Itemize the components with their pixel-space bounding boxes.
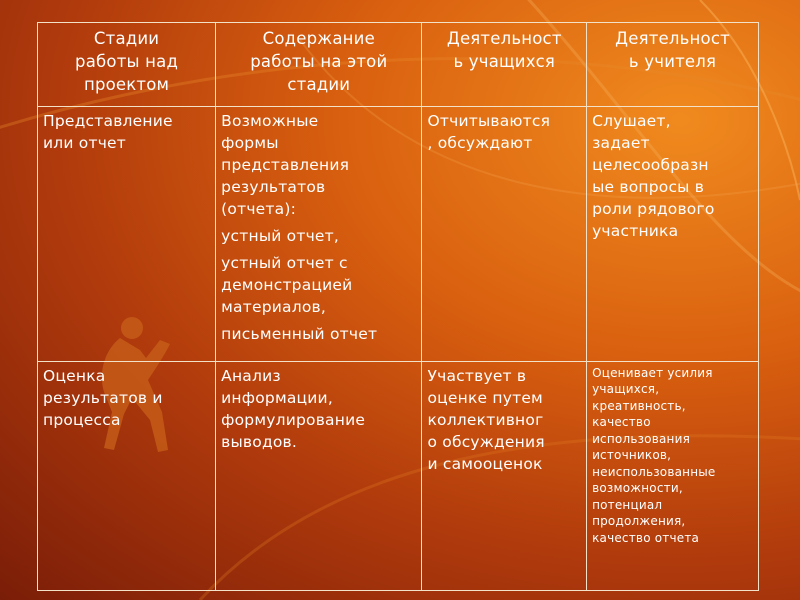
cell-line: (отчета): xyxy=(221,200,297,219)
cell-line: участника xyxy=(592,222,679,241)
cell-content xyxy=(216,361,422,590)
cell-line: о обсуждения xyxy=(427,432,545,451)
header-line: ь учащихся xyxy=(453,52,556,71)
cell-line: Слушает, xyxy=(592,112,671,131)
table-row-evaluation xyxy=(38,361,759,590)
cell-line: Участвует в xyxy=(427,366,527,385)
cell-line: качество xyxy=(592,415,651,430)
header-students-activity xyxy=(422,23,587,107)
cell-line: процесса xyxy=(43,410,121,429)
header-line: стадии xyxy=(287,75,351,94)
table-header-row xyxy=(38,23,759,107)
header-stages xyxy=(38,23,216,107)
cell-line: Отчитываются xyxy=(427,112,551,131)
cell-line: , обсуждают xyxy=(427,134,533,153)
cell-line: креативность, xyxy=(592,398,686,413)
cell-line: Представление xyxy=(43,112,173,131)
cell-line: Анализ xyxy=(221,366,281,385)
cell-line: использования xyxy=(592,431,691,446)
cell-stage xyxy=(38,107,216,361)
cell-line: потенциал xyxy=(592,497,663,512)
cell-line: источников, xyxy=(592,448,672,463)
cell-line: возможности, xyxy=(592,481,683,496)
cell-line: представления xyxy=(221,156,350,175)
cell-line: Оценивает усилия xyxy=(592,365,713,380)
project-stages-table xyxy=(37,22,759,591)
cell-line: устный отчет с xyxy=(221,254,348,273)
cell-line: результатов и xyxy=(43,388,163,407)
cell-stage xyxy=(38,361,216,590)
header-line: Стадии xyxy=(93,29,160,48)
cell-line: результатов xyxy=(221,178,326,197)
cell-line: продолжения, xyxy=(592,514,686,529)
table-row-presentation xyxy=(38,107,759,361)
cell-line: и самооценок xyxy=(427,454,543,473)
cell-line: неиспользованные xyxy=(592,464,716,479)
header-line: проектом xyxy=(83,75,170,94)
cell-line: оценке путем xyxy=(427,388,543,407)
cell-students xyxy=(422,361,587,590)
header-content xyxy=(216,23,422,107)
cell-line: или отчет xyxy=(43,134,127,153)
header-teacher-activity xyxy=(587,23,759,107)
header-line: Деятельност xyxy=(615,29,730,48)
header-line: работы над xyxy=(75,52,179,71)
cell-line: ые вопросы в xyxy=(592,178,705,197)
cell-line: целесообразн xyxy=(592,156,709,175)
cell-line: письменный отчет xyxy=(221,325,378,344)
header-line: Содержание xyxy=(262,29,375,48)
cell-line: учащихся, xyxy=(592,382,660,397)
cell-line: задает xyxy=(592,134,650,153)
cell-students xyxy=(422,107,587,361)
cell-line: материалов, xyxy=(221,298,326,317)
cell-content xyxy=(216,107,422,361)
cell-line: информации, xyxy=(221,388,333,407)
cell-line: Оценка xyxy=(43,366,106,385)
cell-teacher xyxy=(587,361,759,590)
header-line: работы на этой xyxy=(250,52,388,71)
cell-line: коллективног xyxy=(427,410,544,429)
header-line: Деятельност xyxy=(446,29,562,48)
cell-line: формулирование xyxy=(221,410,366,429)
cell-line: Возможные xyxy=(221,112,319,131)
cell-line: демонстрацией xyxy=(221,276,353,295)
cell-line: формы xyxy=(221,134,279,153)
cell-line: устный отчет, xyxy=(221,227,340,246)
cell-line: качество отчета xyxy=(592,530,700,545)
cell-teacher xyxy=(587,107,759,361)
header-line: ь учителя xyxy=(628,52,717,71)
cell-line: выводов. xyxy=(221,432,298,451)
cell-line: роли рядового xyxy=(592,200,715,219)
